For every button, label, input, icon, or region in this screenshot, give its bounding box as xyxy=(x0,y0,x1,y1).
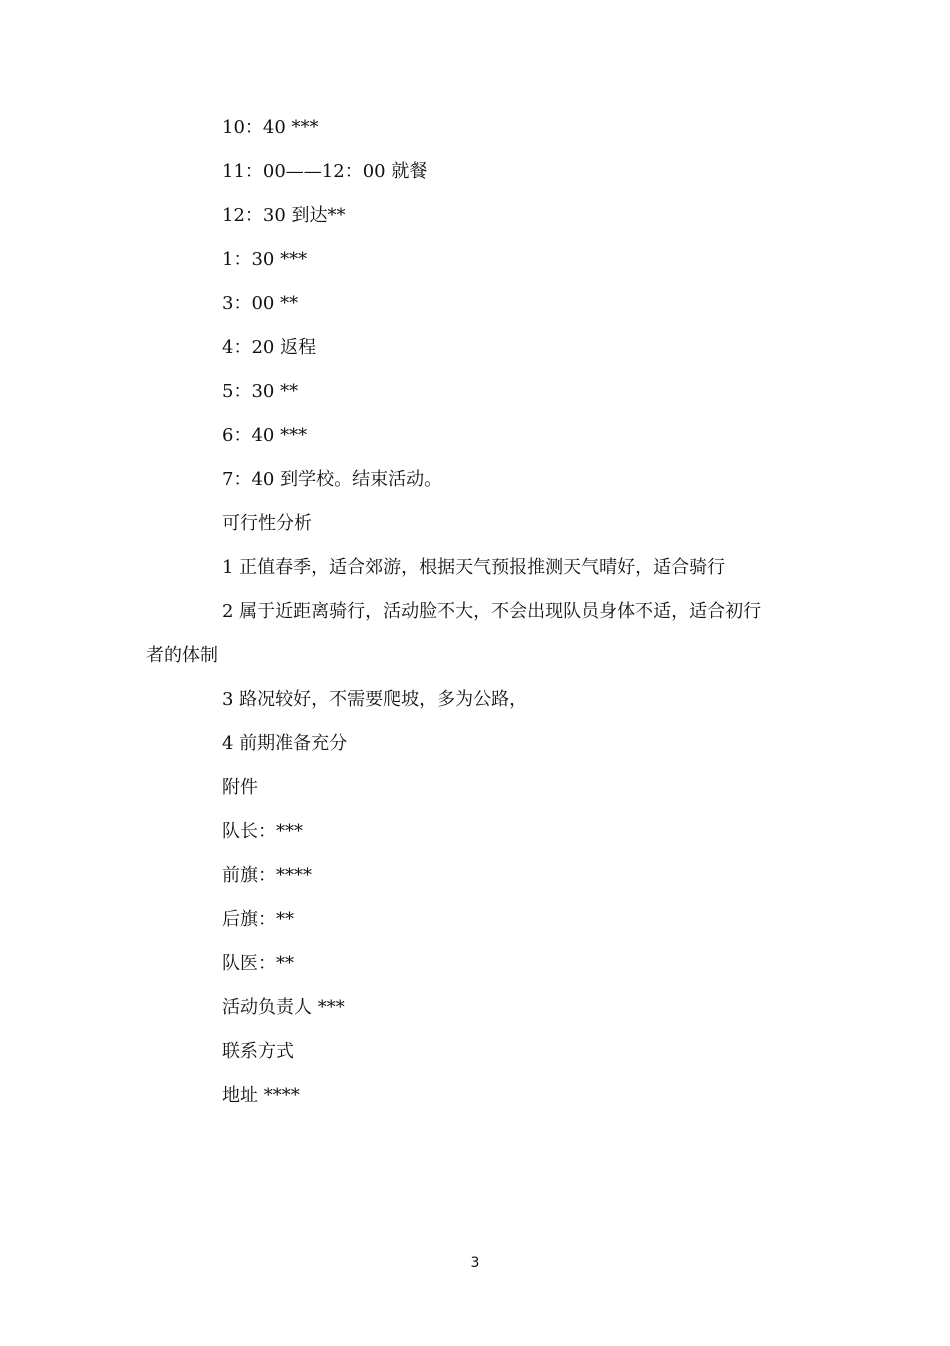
appendix-captain: 队长：*** xyxy=(222,821,303,842)
schedule-line-640: 6：40 *** xyxy=(222,425,308,446)
feasibility-item-4: 4 前期准备充分 xyxy=(222,733,348,754)
appendix-address: 地址 **** xyxy=(222,1085,300,1106)
feasibility-item-3: 3 路况较好，不需要爬坡，多为公路， xyxy=(222,689,528,710)
page-number: 3 xyxy=(470,1255,480,1271)
feasibility-item-1: 1 正值春季，适合郊游，根据天气预报推测天气晴好，适合骑行 xyxy=(222,557,726,578)
appendix-heading: 附件 xyxy=(222,777,258,798)
feasibility-item-2: 2 属于近距离骑行，活动脸不大，不会出现队员身体不适，适合初行 xyxy=(222,601,762,622)
schedule-line-1100-lunch: 11：00——12：00 就餐 xyxy=(222,161,428,182)
appendix-front-flag: 前旗：**** xyxy=(222,865,312,886)
schedule-line-300: 3：00 ** xyxy=(222,293,299,314)
schedule-line-130: 1：30 *** xyxy=(222,249,308,270)
appendix-rear-flag: 后旗：** xyxy=(222,909,294,930)
appendix-contact: 联系方式 xyxy=(222,1041,294,1062)
schedule-line-530: 5：30 ** xyxy=(222,381,299,402)
appendix-organizer: 活动负责人 *** xyxy=(222,997,345,1018)
schedule-line-1040: 10：40 *** xyxy=(222,117,319,138)
feasibility-item-2-continued: 者的体制 xyxy=(146,645,218,666)
schedule-line-1230-arrive: 12：30 到达** xyxy=(222,205,346,226)
feasibility-heading: 可行性分析 xyxy=(222,513,312,534)
appendix-medic: 队医：** xyxy=(222,953,294,974)
schedule-line-420-return: 4：20 返程 xyxy=(222,337,317,358)
schedule-line-740-end: 7：40 到学校。结束活动。 xyxy=(222,469,443,490)
